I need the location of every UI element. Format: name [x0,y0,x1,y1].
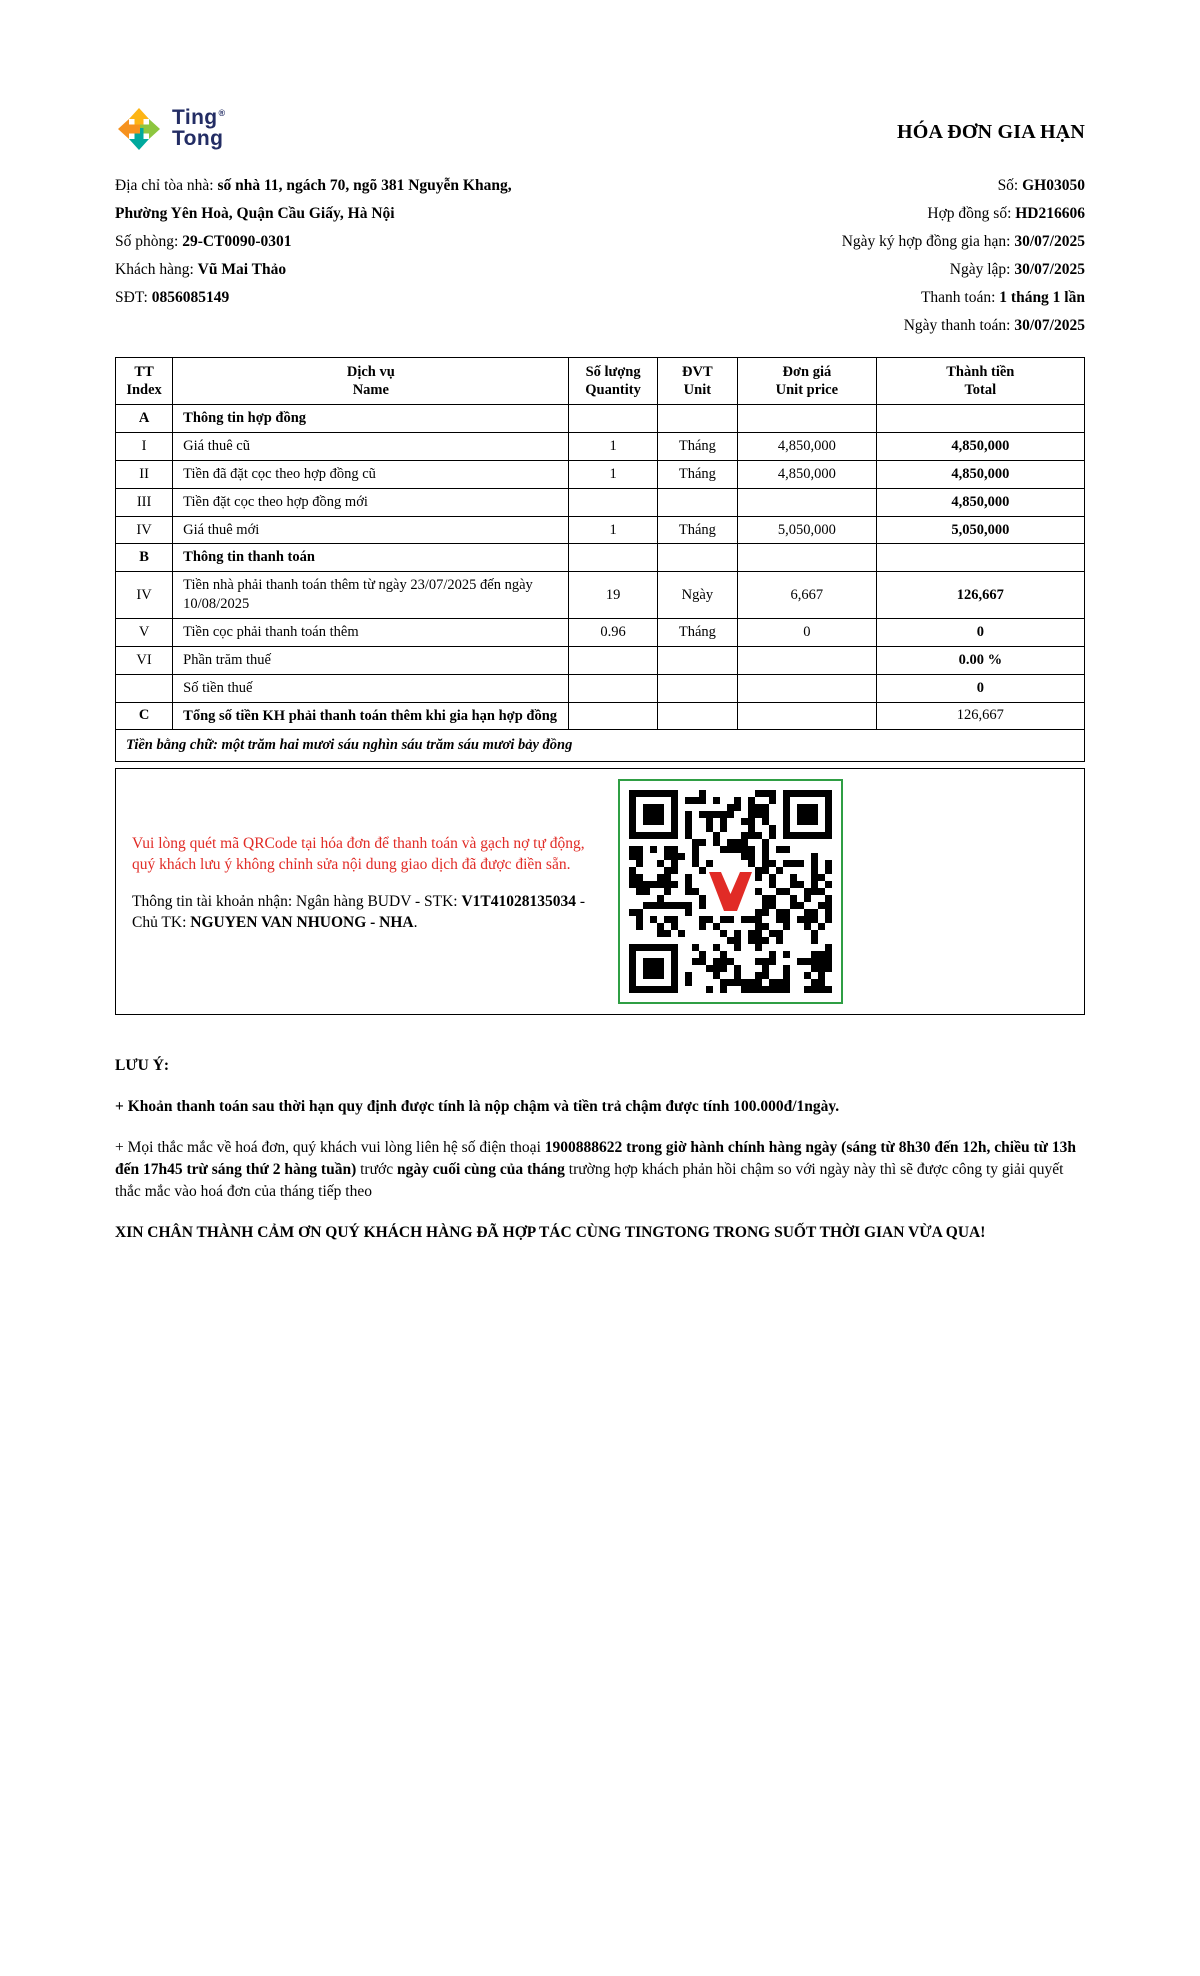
cell-unit: Ngày [657,572,737,619]
invoice-meta [842,177,1085,345]
text-run: trường hợp khách phản hồi chậm so với ngày này thì sẽ được công ty giải quyết thắc mắc vào hoá đơn của tháng tiếp theo [115,1161,1064,1201]
cell-index: V [116,619,173,647]
text-run: Số: [997,177,1023,194]
text-emphasis: 29-CT0090-0301 [182,233,292,250]
text-emphasis: 30/07/2025 [1014,317,1085,334]
cell-name: Số tiền thuế [173,674,569,702]
cell-unit [657,702,737,730]
cell-unit-price: 0 [738,619,877,647]
cell-name: Tổng số tiền KH phải thanh toán thêm khi gia hạn hợp đồng [173,702,569,730]
cell-total: 126,667 [876,702,1084,730]
cell-name: Tiền đặt cọc theo hợp đồng mới [173,488,569,516]
text-run: Thông tin tài khoản nhận: Ngân hàng BUDV - STK: [132,892,462,910]
cell-quantity [569,488,657,516]
cell-quantity [569,544,657,572]
cell-total: 126,667 [876,572,1084,619]
text-emphasis: 1 tháng 1 lần [999,289,1085,306]
cell-name: Phần trăm thuế [173,646,569,674]
table-row [116,674,1085,702]
cell-unit-price [738,674,877,702]
cell-quantity: 1 [569,433,657,461]
cell-quantity [569,405,657,433]
cell-unit [657,646,737,674]
registered-mark: ® [218,108,226,119]
cell-unit-price: 5,050,000 [738,516,877,544]
column-header: TT Index [116,358,173,405]
text-run: Số phòng: [115,233,183,250]
column-header: Số lượng Quantity [569,358,657,405]
cell-name: Giá thuê cũ [173,433,569,461]
info-line [842,233,1085,251]
cell-index: IV [116,516,173,544]
qr-code [629,790,832,993]
cell-unit: Tháng [657,460,737,488]
cell-index: C [116,702,173,730]
cell-quantity [569,674,657,702]
text-run: Khách hàng: [115,261,198,278]
table-row [116,433,1085,461]
table-header [116,358,1085,405]
info-line [842,177,1085,195]
cell-unit: Tháng [657,516,737,544]
cell-unit-price: 4,850,000 [738,433,877,461]
footer-notes [115,1055,1085,1244]
table-row [116,488,1085,516]
customer-info [115,177,512,345]
cell-unit-price: 6,667 [738,572,877,619]
text-emphasis: 30/07/2025 [1014,233,1085,250]
info-line [842,261,1085,279]
text-run: Hợp đồng số: [927,205,1016,222]
cell-quantity: 1 [569,460,657,488]
text-emphasis: HD216606 [1015,205,1085,222]
text-emphasis: V1T41028135034 [461,892,577,910]
qr-notice: Vui lòng quét mã QRCode tại hóa đơn để thanh toán và gạch nợ tự động, quý khách lưu ý không chỉnh sửa nội dung giao dịch đã được điền sẵn. [132,835,585,873]
cell-unit [657,405,737,433]
cell-total: 0 [876,674,1084,702]
text-run: - Chủ TK: [132,892,586,931]
info-section [115,177,1085,345]
cell-name: Tiền nhà phải thanh toán thêm từ ngày 23/07/2025 đến ngày 10/08/2025 [173,572,569,619]
cell-name: Giá thuê mới [173,516,569,544]
table-row [116,646,1085,674]
cell-unit: Tháng [657,433,737,461]
text-run: Ngày lập: [949,261,1015,278]
note-contact [115,1137,1085,1203]
cell-unit-price [738,646,877,674]
text-emphasis: Vũ Mai Thảo [197,261,287,278]
text-run: Thanh toán: [920,289,1000,306]
cell-total: 0 [876,619,1084,647]
text-emphasis: NGUYEN VAN NHUONG - NHA [190,913,414,931]
cell-total: 4,850,000 [876,488,1084,516]
cell-total: 0.00 % [876,646,1084,674]
text-run: Ngày thanh toán: [903,317,1015,334]
text-emphasis: Phường Yên Hoà, Quận Cầu Giấy, Hà Nội [115,205,395,222]
cell-total: 4,850,000 [876,460,1084,488]
amount-in-words-row [116,730,1085,762]
text-run: trước [356,1161,397,1179]
cell-index [116,674,173,702]
cell-name: Tiền cọc phải thanh toán thêm [173,619,569,647]
table-body [116,405,1085,762]
cell-index: II [116,460,173,488]
column-header: Dịch vụ Name [173,358,569,405]
cell-index: I [116,433,173,461]
cell-index: VI [116,646,173,674]
document-title: HÓA ĐƠN GIA HẠN [896,121,1085,143]
notes-heading: LƯU Ý: [115,1057,170,1075]
text-emphasis: GH03050 [1022,177,1085,194]
info-line [842,289,1085,307]
info-line [115,205,512,223]
cell-unit [657,674,737,702]
cell-unit [657,544,737,572]
text-emphasis: ngày cuối cùng của tháng [396,1161,565,1179]
header-row [116,358,1085,405]
tingtong-logo-icon [115,105,163,153]
info-line [115,233,512,251]
info-line [115,261,512,279]
cell-total [876,405,1084,433]
cell-name: Thông tin hợp đồng [173,405,569,433]
payment-section [115,768,1085,1015]
cell-index: III [116,488,173,516]
note-late-fee: + Khoản thanh toán sau thời hạn quy định được tính là nộp chậm và tiền trả chậm được tính 100.000đ/1ngày. [115,1098,840,1116]
cell-total: 4,850,000 [876,433,1084,461]
cell-index: A [116,405,173,433]
text-run: + Mọi thắc mắc về hoá đơn, quý khách vui lòng liên hệ số điện thoại [115,1139,545,1157]
cell-unit: Tháng [657,619,737,647]
text-run: SĐT: [115,289,152,306]
cell-index: B [116,544,173,572]
text-emphasis: 0856085149 [151,289,230,306]
column-header: Thành tiền Total [876,358,1084,405]
cell-name: Thông tin thanh toán [173,544,569,572]
thanks-note: XIN CHÂN THÀNH CẢM ƠN QUÝ KHÁCH HÀNG ĐÃ HỢP TÁC CÙNG TINGTONG TRONG SUỐT THỜI GIAN VỪA QUA! [115,1224,986,1242]
cell-quantity [569,702,657,730]
payment-text [132,834,602,950]
tingtong-logo-text: Ting® Tong [172,106,226,150]
table-row [116,544,1085,572]
cell-index: IV [116,572,173,619]
table-row [116,572,1085,619]
table-row [116,702,1085,730]
info-line [115,177,512,195]
cell-unit-price [738,702,877,730]
column-header: ĐVT Unit [657,358,737,405]
cell-quantity: 1 [569,516,657,544]
info-line [842,317,1085,335]
account-info [132,892,602,934]
cell-total [876,544,1084,572]
info-line [115,289,512,307]
table-row [116,516,1085,544]
text-run: Ngày ký hợp đồng gia hạn: [841,233,1015,250]
text-emphasis: số nhà 11, ngách 70, ngõ 381 Nguyễn Khang, [217,177,512,194]
column-header: Đơn giá Unit price [738,358,877,405]
cell-unit-price [738,405,877,433]
tingtong-logo [115,105,226,153]
cell-unit-price [738,488,877,516]
text-emphasis: 1900888622 trong giờ hành chính hàng ngày (sáng từ 8h30 đến 12h, chiều từ 13h đến 17h45 trừ sáng thứ 2 hàng tuần) [115,1139,1076,1179]
cell-unit [657,488,737,516]
text-emphasis: 30/07/2025 [1014,261,1085,278]
cell-quantity: 19 [569,572,657,619]
cell-unit-price [738,544,877,572]
amount-in-words: Tiền bằng chữ: một trăm hai mươi sáu nghìn sáu trăm sáu mươi bảy đồng [116,730,1085,762]
cell-quantity [569,646,657,674]
page-header [115,105,1085,153]
text-run: Địa chỉ tòa nhà: [115,177,218,194]
table-row [116,460,1085,488]
cell-quantity: 0.96 [569,619,657,647]
text-run: . [413,913,418,931]
cell-name: Tiền đã đặt cọc theo hợp đồng cũ [173,460,569,488]
table-row [116,405,1085,433]
cell-unit-price: 4,850,000 [738,460,877,488]
invoice-table [115,357,1085,762]
table-row [116,619,1085,647]
info-line [842,205,1085,223]
qr-frame [618,779,843,1004]
cell-total: 5,050,000 [876,516,1084,544]
